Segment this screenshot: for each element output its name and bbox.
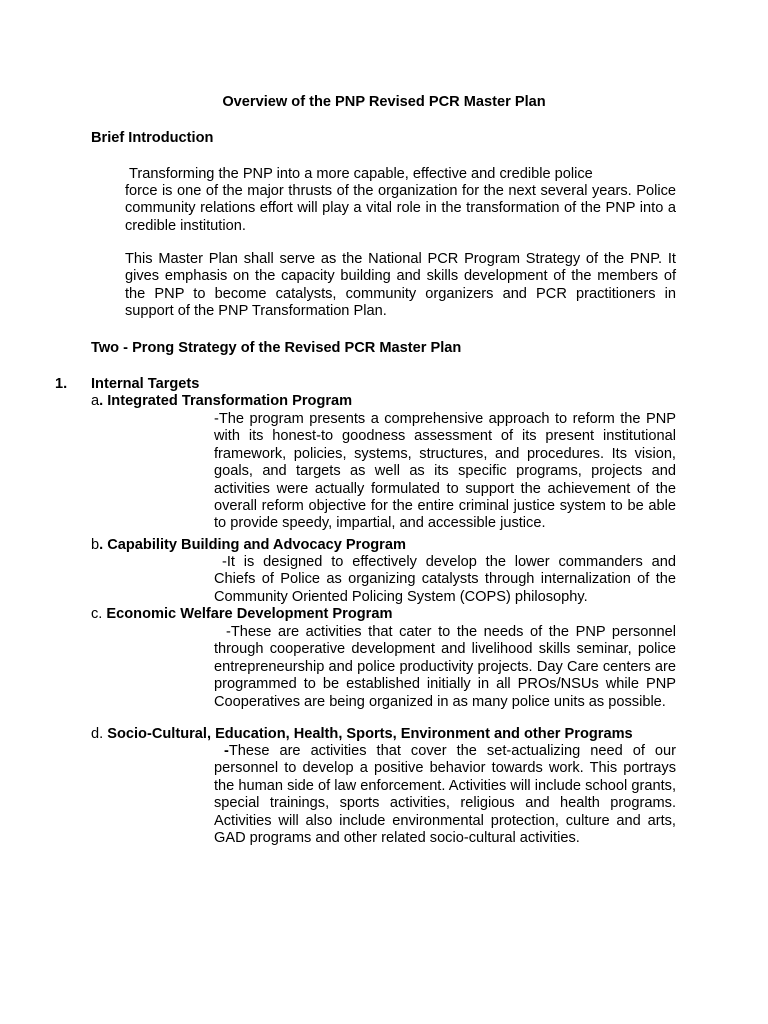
item-c-heading	[91, 606, 392, 623]
item-c-body: -These are activities that cater to the needs of the PNP personnel through cooperative development and livelihood skills seminar, police entrepreneurship and police productivity projects. Day Care centers are programmed to be established initially in all PROs/NSUs while PNP Cooperatives are being organized in as many police units as possible.	[214, 624, 676, 710]
item-b-body: -It is designed to effectively develop the lower commanders and Chiefs of Police as organizing catalysts through internalization of the Community Oriented Policing System (COPS) philosophy.	[214, 554, 676, 605]
item-a-heading	[91, 393, 352, 410]
intro-heading: Brief Introduction	[91, 130, 214, 146]
item-d-body-dash: -	[224, 743, 229, 759]
item-a-body: -The program presents a comprehensive approach to reform the PNP with its honest-to goodness assessment of its present institutional framework, policies, systems, structures, and procedures. Its vision, goals, and targets as well as its specific programs, projects and activities were actually formulated to support the achievement of the overall reform objective for the entire criminal justice system to be able to provide speedy, impartial, and accessible justice.	[214, 411, 676, 532]
item-b-heading	[91, 537, 406, 554]
section-number: 1.	[55, 376, 68, 392]
section-heading: Internal Targets	[91, 376, 200, 392]
item-d-heading	[91, 726, 633, 743]
intro-paragraph-continued: force is one of the major thrusts of the organization for the next several years. Police community relations effort will play a vital role in the transformation of the PNP into a credible institution.	[125, 183, 676, 234]
item-d-title: Socio-Cultural, Education, Health, Sports, Environment and other Programs	[107, 726, 633, 742]
item-a-letter: a	[91, 393, 100, 409]
item-d-body-text: These are activities that cover the set-actualizing need of our personnel to develop a positive behavior towards work. This portrays the human side of law enforcement. Activities will include school grants, special trainings, sports activities, religious and health programs. Activities will also include environmental protection, culture and arts, GAD programs and other related socio-cultural activities.	[214, 743, 676, 847]
strategy-heading: Two - Prong Strategy of the Revised PCR Master Plan	[91, 340, 462, 356]
item-c-letter: c.	[91, 606, 103, 622]
item-b-title: . Capability Building and Advocacy Program	[99, 537, 406, 553]
item-d-body	[214, 743, 676, 847]
item-c-title: Economic Welfare Development Program	[106, 606, 393, 622]
master-plan-paragraph: This Master Plan shall serve as the National PCR Program Strategy of the PNP. It gives emphasis on the capacity building and skills development of the members of the PNP to become catalysts, community organizers and PCR practitioners in support of the PNP Transformation Plan.	[125, 251, 676, 320]
item-b-letter: b	[91, 537, 100, 553]
item-a-title: . Integrated Transformation Program	[99, 393, 353, 409]
document-title: Overview of the PNP Revised PCR Master Plan	[222, 94, 546, 110]
intro-paragraph-first-line: Transforming the PNP into a more capable, effective and credible police	[129, 166, 593, 182]
item-d-letter: d.	[91, 726, 104, 742]
